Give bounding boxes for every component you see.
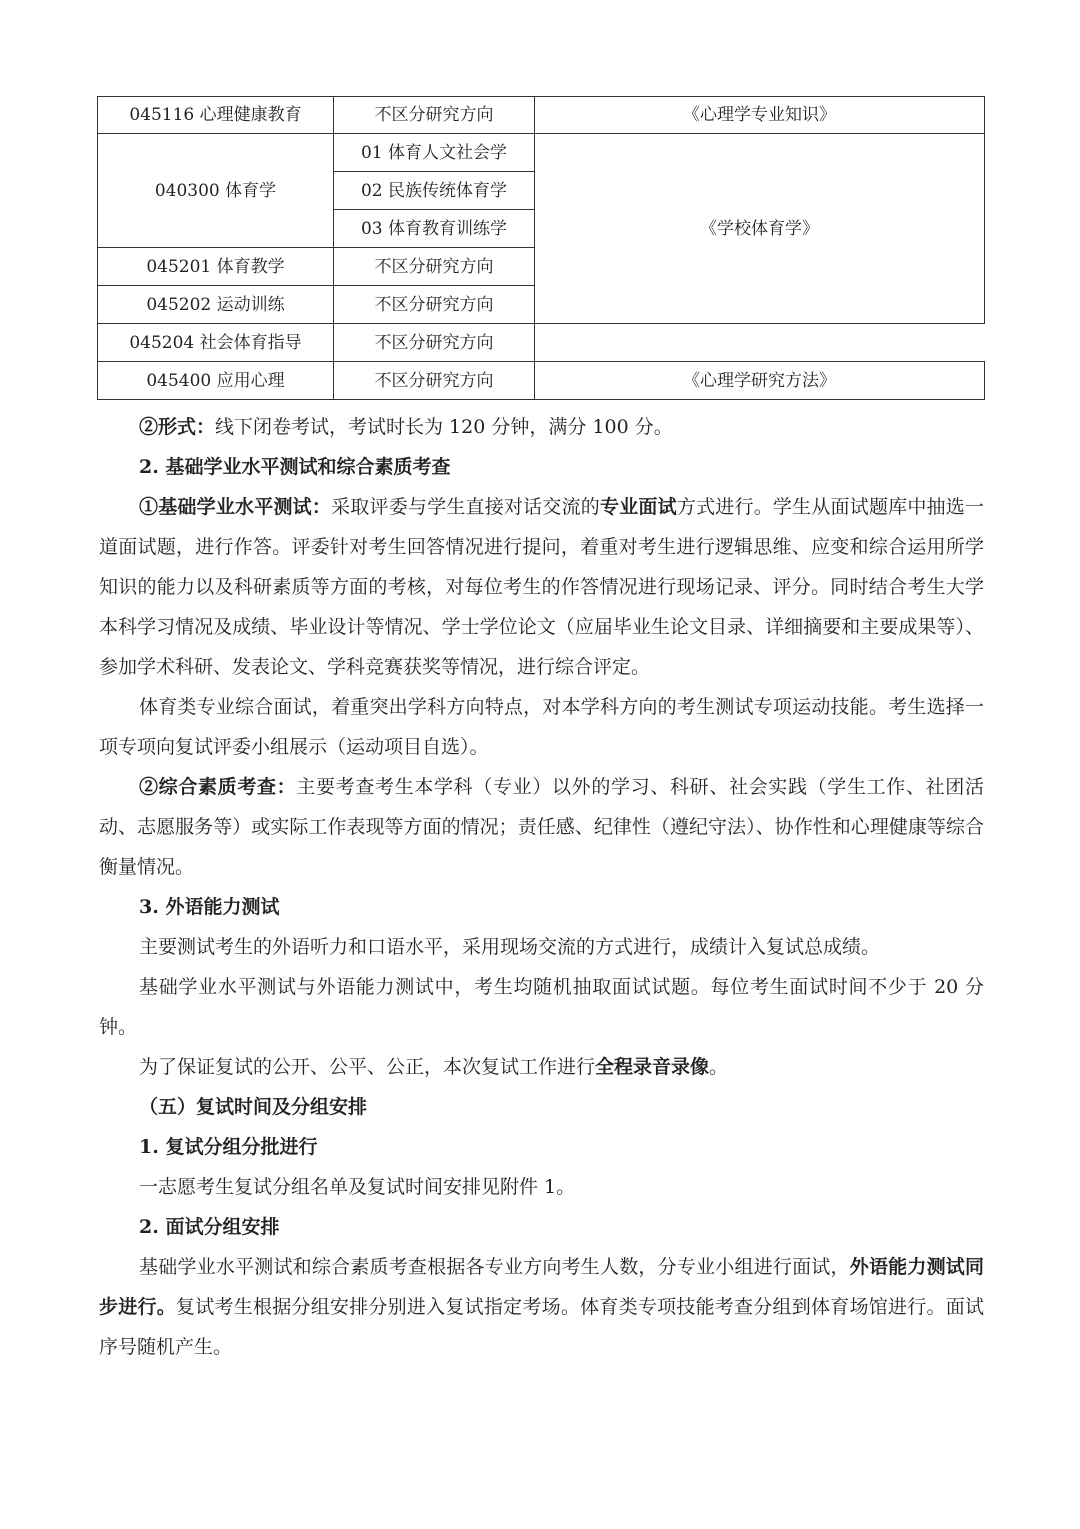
- group-arrangement-paragraph: [99, 1247, 984, 1367]
- subsection-heading: 1. 复试分组分批进行: [139, 1136, 318, 1158]
- book-cell: 《学校体育学》: [535, 134, 985, 324]
- subsection-heading: 2. 面试分组安排: [139, 1216, 280, 1238]
- language-paragraph: 主要测试考生的外语听力和口语水平，采用现场交流的方式进行，成绩计入复试总成绩。: [139, 936, 881, 958]
- paragraph-text: 主要考查考生本学科（专业）以外的学习、科研、社会实践（学生工作、社团活动、志愿服务等）或实际工作表现等方面的情况；责任感、纪律性（遵纪守法）、协作性和心理健康等综合衡量情况。: [99, 776, 984, 878]
- quality-paragraph: [99, 767, 984, 887]
- exam-subject-table: [97, 96, 985, 400]
- form-text: 线下闭卷考试，考试时长为 120 分钟，满分 100 分。: [215, 416, 673, 438]
- quality-label: ②综合素质考查：: [139, 776, 297, 798]
- document-body: [99, 407, 984, 1367]
- emphasis-text: 外语能力测试同步进行。: [99, 1256, 984, 1318]
- basic-test-paragraph: [99, 487, 984, 687]
- table-row: [98, 362, 985, 400]
- basic-test-label: ①基础学业水平测试：: [139, 496, 332, 518]
- emphasis-text: 全程录音录像: [595, 1056, 710, 1078]
- direction-cell: 不区分研究方向: [334, 97, 535, 134]
- direction-cell: 不区分研究方向: [334, 286, 535, 324]
- paragraph-text: 。: [709, 1056, 729, 1078]
- sports-interview-paragraph: 体育类专业综合面试，着重突出学科方向特点，对本学科方向的考生测试专项运动技能。考生选择一项专项向复试评委小组展示（运动项目自选）。: [99, 696, 984, 758]
- paragraph-text: 复试考生根据分组安排分别进入复试指定考场。体育类专项技能考查分组到体育场馆进行。面试序号随机产生。: [99, 1296, 984, 1358]
- direction-cell: 不区分研究方向: [334, 362, 535, 400]
- major-cell: 045202 运动训练: [98, 286, 334, 324]
- direction-cell: 不区分研究方向: [334, 324, 535, 362]
- form-label: ②形式：: [139, 416, 216, 438]
- exam-form-paragraph: [99, 407, 984, 447]
- direction-cell: 03 体育教育训练学: [334, 210, 535, 248]
- major-cell: 045204 社会体育指导: [98, 324, 334, 362]
- paragraph-text: 方式进行。学生从面试题库中抽选一道面试题，进行作答。评委针对考生回答情况进行提问，着重对考生进行逻辑思维、应变和综合运用所学知识的能力以及科研素质等方面的考核，对每位考生的作答情况进行现场记录、评分。同时结合考生大学本科学习情况及成绩、毕业设计等情况、学士学位论文（应届毕业生论文目录、详细摘要和主要成果等）、参加学术科研、发表论文、学科竞赛获奖等情况，进行综合评定。: [99, 496, 984, 678]
- major-cell: 045201 体育教学: [98, 248, 334, 286]
- book-cell: 《心理学专业知识》: [535, 97, 985, 134]
- paragraph-text: 基础学业水平测试和综合素质考查根据各专业方向考生人数，分专业小组进行面试，: [139, 1256, 850, 1278]
- direction-cell: 01 体育人文社会学: [334, 134, 535, 172]
- major-cell: 045400 应用心理: [98, 362, 334, 400]
- emphasis-text: 专业面试: [600, 496, 677, 518]
- group-list-paragraph: 一志愿考生复试分组名单及复试时间安排见附件 1。: [139, 1176, 576, 1198]
- direction-cell: 不区分研究方向: [334, 248, 535, 286]
- table-row: [98, 134, 985, 172]
- paragraph-text: 为了保证复试的公开、公平、公正，本次复试工作进行: [139, 1056, 596, 1078]
- section-heading: 2. 基础学业水平测试和综合素质考查: [139, 456, 451, 478]
- major-cell: 040300 体育学: [98, 134, 334, 248]
- section-heading: 3. 外语能力测试: [139, 896, 280, 918]
- table-row: [98, 97, 985, 134]
- book-cell: 《心理学研究方法》: [535, 362, 985, 400]
- paragraph-text: 采取评委与学生直接对话交流的: [331, 496, 601, 518]
- direction-cell: 02 民族传统体育学: [334, 172, 535, 210]
- recording-paragraph: [99, 1047, 984, 1087]
- interview-time-paragraph: 基础学业水平测试与外语能力测试中，考生均随机抽取面试试题。每位考生面试时间不少于 20 分钟。: [99, 976, 984, 1038]
- section-heading: （五）复试时间及分组安排: [139, 1096, 368, 1118]
- table-row: [98, 324, 985, 362]
- major-cell: 045116 心理健康教育: [98, 97, 334, 134]
